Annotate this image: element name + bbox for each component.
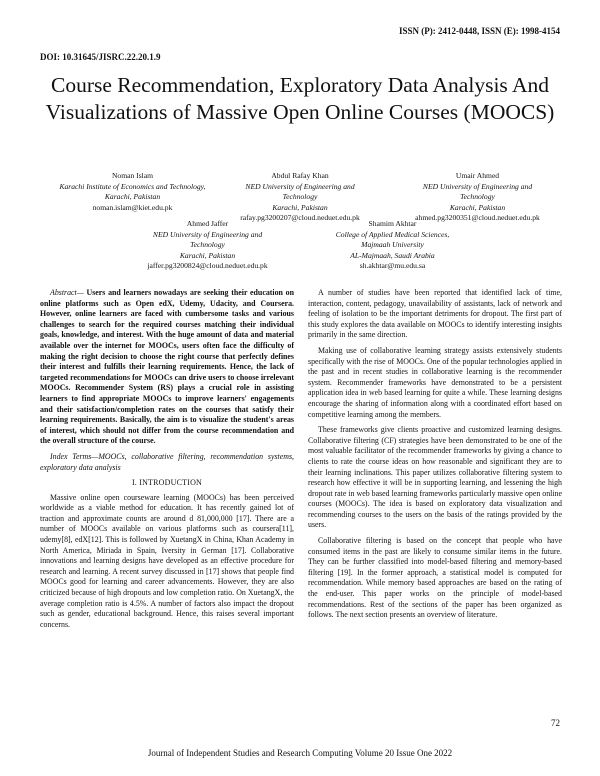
abstract-label: Abstract— <box>50 288 84 297</box>
paper-title: Course Recommendation, Exploratory Data Analysis And Visualizations of Massive Open Online Courses (MOOCS) <box>45 73 555 124</box>
paragraph: Massive online open courseware learning (MOOCs) has been perceived worldwide as a viable method for education. It has recently gained lot of traction and approximate counts are around d 81,000,000 [17]. There are a number of MOOCs available on various platforms such as coursera[11], udemy[8], edX[12]. This is followed by XuetangX in China, Khan Academy in North America, Miriada in Spain, Iversity in German [17]. Collaborative innovations and learning designs have developed as an effective procedure for research and learning. A recent survey discussed in [17] shows that people find MOOCs good for learning and career advancements. However, they are also criticized because of high dropouts and low completion ratio. On XuetangX, the average completion ratio is 4.5%. A number of factors also impact the dropout such as gender, educational background. Hence, this raises several important concerns. <box>40 492 294 629</box>
author-name: Shamim Akhtar <box>368 219 417 228</box>
author-block <box>385 171 570 224</box>
section-heading: I. INTRODUCTION <box>131 478 203 488</box>
author-name: Noman Islam <box>111 171 154 180</box>
author-location: Karachi, Pakistan <box>104 192 161 202</box>
author-location: Karachi, Pakistan <box>179 250 236 260</box>
abstract-text: Users and learners nowadays are seeking their education on online platforms such as Open edX, Udemy, Udacity, and Coursera. However, online learners are faced with cumbersome tasks and various challenges to search for the required courses matching their individual goals, knowledge, and interest. With the huge amount of data and material available over the internet for MOOCs, users often face the difficulty of making the right decision to choose the right course that perfectly defines their interest and fulfills their learning requirements. Hence, the lack of targeted recommendations for MOOCs can drive users to choose irrelevant MOOCs. Recommender System (RS) plays a crucial role in assisting learners to find appropriate MOOCs to improve learners' engagements and their satisfaction/completion rates on the courses that satisfy their learning requirements. Basically, the aim is to visualize the student's areas of interest, which should not differ from the course recommendation and the overall structure of the course. <box>40 288 294 446</box>
doi-line: DOI: 10.31645/JISRC.22.20.1.9 <box>40 52 161 62</box>
author-affiliation: Karachi Institute of Economics and Technology, <box>59 181 206 191</box>
right-column <box>308 288 562 621</box>
author-location: Karachi, Pakistan <box>272 202 328 212</box>
author-name: Umair Ahmed <box>455 171 500 180</box>
author-block <box>300 219 485 272</box>
author-email: sh.akhtar@mu.edu.sa <box>359 261 426 271</box>
page-number: 72 <box>551 718 560 728</box>
author-name: Abdul Rafay Khan <box>271 171 329 180</box>
index-terms: Index Terms—MOOCs, collaborative filtering, recommendation systems, exploratory data analysis <box>40 451 294 472</box>
paragraph: A number of studies have been reported that identified lack of time, interaction, content, pedagogy, unavailability of assistants, lack of network and feeling of isolation to be the important detriments for dropout. The first part of this study explores the data available on MOOCs to identify interesting insights primarily in the same direction. <box>308 288 562 340</box>
author-email: noman.islam@kiet.edu.pk <box>92 202 173 212</box>
author-name: Ahmed Jaffer <box>186 219 229 228</box>
author-location: Karachi, Pakistan <box>449 202 506 212</box>
abstract <box>40 288 294 447</box>
paragraph: These frameworks give clients proactive and customized learning designs. Collaborative filtering (CF) strategies have been demonstrated to be one of the most valuable facilitator of the recommender frameworks by giving a chance to clients to rate the course ideas on how reasonable and significant they are to their learning inclinations. This paper utilizes collaborative filtering system to research how effective it will be in supporting learning, and lessening the high dropout rate in web based learning frameworks particularly massive open online courses (MOOCs). The idea is based on exploratory data visualization and recommending courses to the users on the basis of the ratings provided by the users. <box>308 425 562 530</box>
paragraph: Making use of collaborative learning strategy assists extensively students specifically with the rise of MOOCs. One of the popular technologies applied in the past and in recent studies in collaborative learning is the recommender system. Recommender frameworks have demonstrated to be a persistent application idea in web based learning for quite a while. These learning designs encourage the sharing of information along with a coordinated effort based on competitive learning among the members. <box>308 345 562 419</box>
author-email: rafay.pg3200207@cloud.neduet.edu.pk <box>240 213 360 223</box>
author-block <box>205 171 395 224</box>
author-block <box>115 219 300 272</box>
journal-footer: Journal of Independent Studies and Research Computing Volume 20 Issue One 2022 <box>147 748 453 758</box>
author-affiliation: NED University of Engineering and Technology <box>422 181 533 202</box>
author-block <box>40 171 225 213</box>
author-location: AL-Majmaah, Saudi Arabia <box>350 250 435 260</box>
author-affiliation: NED University of Engineering and Technology <box>245 181 355 202</box>
author-email: ahmed.pg3200351@cloud.neduet.edu.pk <box>415 213 540 223</box>
author-affiliation: NED University of Engineering and Technology <box>152 229 263 250</box>
author-affiliation: College of Applied Medical Sciences, Majmaah University <box>335 229 450 250</box>
left-column <box>40 288 294 630</box>
author-email: jaffer.pg3200824@cloud.neduet.edu.pk <box>147 261 268 271</box>
paragraph: Collaborative filtering is based on the concept that people who have consumed items in the past are likely to consume similar items in the future. They can be further classified into model-based filtering and memory-based filtering [19]. In the former approach, a statistical model is computed for recommendation. While memory based approaches are based on the rating of the end-user. This paper works on the principle of model-based recommendations. Rest of the sections of the paper has been organized as follows. The next section presents an overview of literature. <box>308 536 562 620</box>
issn-line: ISSN (P): 2412-0448, ISSN (E): 1998-4154 <box>398 26 560 36</box>
